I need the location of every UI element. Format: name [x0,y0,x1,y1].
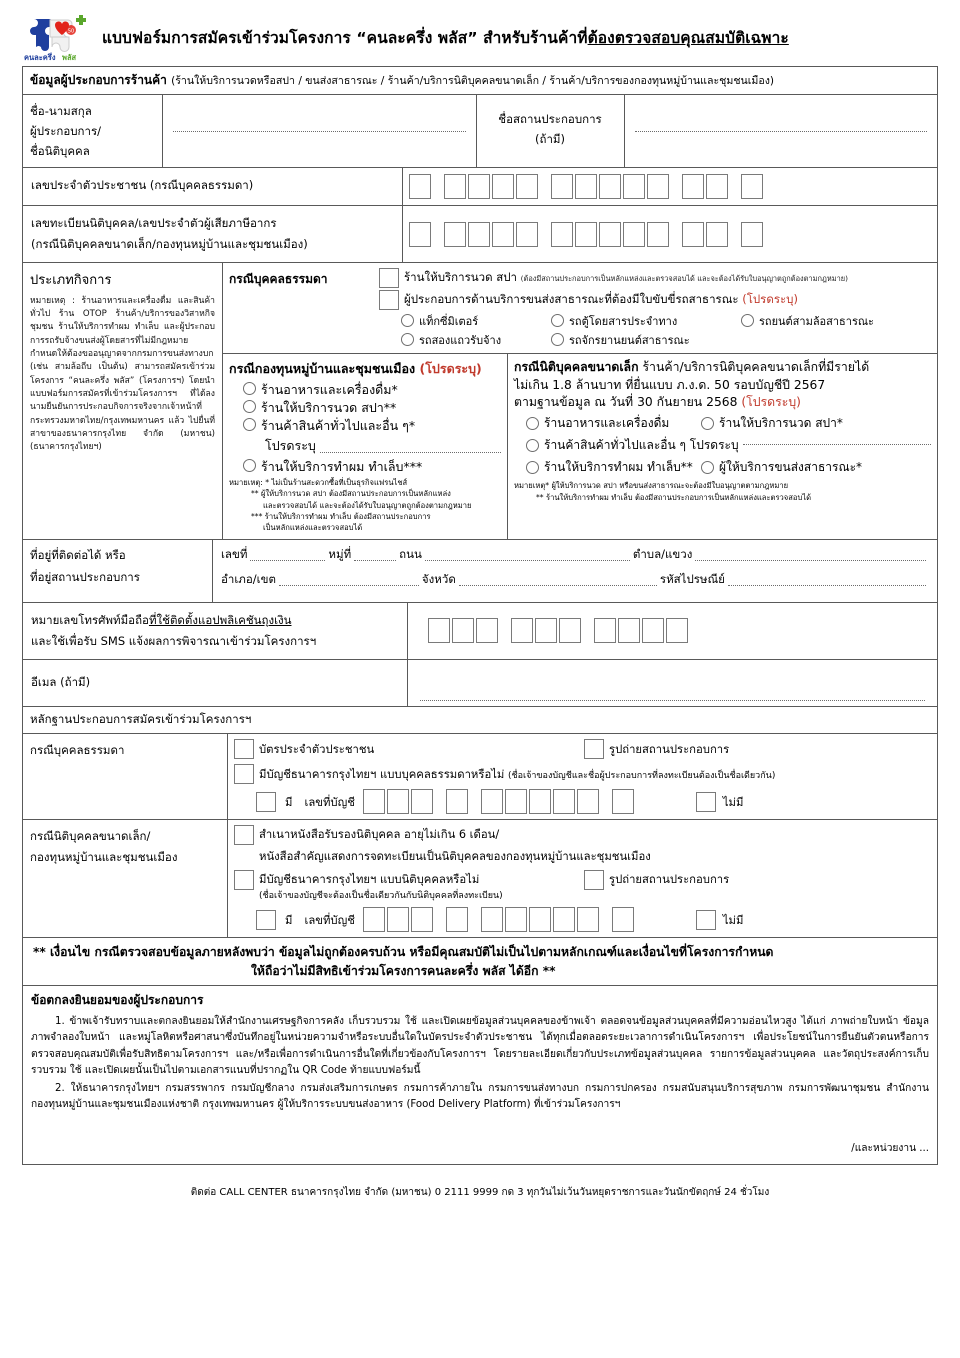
address-label-line2: ที่อยู่สถานประกอบการ [30,569,140,584]
village-footnotes [229,477,501,534]
svg-text:พลัส: พลัส [62,53,77,62]
address-row [23,540,937,603]
address-house-no-input[interactable] [250,560,325,561]
digit-box[interactable] [553,907,575,932]
khonlakrueng-plus-logo [22,11,98,63]
digit-box[interactable] [492,222,514,247]
checkbox-ktb-account-juristic-label [259,870,584,902]
radio-village-spa[interactable] [243,400,256,413]
digit-box[interactable] [481,789,503,814]
village-footnote-5: เป็นหลักแหล่งและตรวจสอบได้ [263,523,363,533]
digit-box[interactable] [409,222,431,247]
page-title-underline: ต้องตรวจสอบคุณสมบัติเฉพาะ [587,28,789,47]
radio-village-general-label: ร้านค้าสินค้าทั่วไปและอื่น ๆ* [261,417,416,433]
checkbox-id-card-label: บัตรประจำตัวประชาชน [259,743,375,757]
radio-songthaew-label: รถสองแถวรับจ้าง [419,333,502,347]
account-number-natural-label: เลขที่บัญชี [304,795,355,809]
section-juristic-options [514,414,931,477]
section-small-juristic [508,354,937,539]
village-footnote-4: *** ร้านให้บริการทำผม ทำเล็บ ต้องมีสถานประกอบการ [251,511,431,521]
digit-box[interactable] [411,789,433,814]
digit-box[interactable] [446,907,468,932]
footer-call-center: ติดต่อ CALL CENTER ธนาคารกรุงไทย จำกัด (มหาชน) 0 2111 9999 กด 3 ทุกวันไม่เว้นวันหยุดราชการและวันนักขัตฤกษ์ 24 ชั่วโมง [190,1186,770,1198]
has-account-juristic-label: มี [285,913,293,927]
address-district-input[interactable] [279,585,419,586]
applicant-name-label-line2: ผู้ประกอบการ/ [30,124,102,139]
digit-box[interactable] [594,618,616,643]
shop-name-input[interactable] [625,95,938,167]
option-public-transport[interactable] [379,290,931,310]
section-juristic-title-rest: ร้านค้า/บริการนิติบุคคลขนาดเล็กที่มีรายได้ [642,359,870,374]
radio-option-motorcycle[interactable] [551,331,741,349]
juristic-option-spa[interactable] [701,414,843,433]
section-village-and-juristic [223,354,937,539]
digit-box[interactable] [553,789,575,814]
citizen-id-boxes[interactable] [403,168,765,205]
address-line-2 [221,571,929,589]
juristic-option-general[interactable] [526,436,931,455]
village-option-salon[interactable] [243,459,501,474]
address-subdistrict-label: ตำบล/แขวง [632,546,693,561]
digit-box[interactable] [411,907,433,932]
radio-village-general[interactable] [243,418,256,431]
email-input[interactable] [408,660,937,706]
digit-box[interactable] [612,789,634,814]
name-row [23,95,937,168]
radio-village-salon[interactable] [243,459,256,472]
section-juristic-heading [514,359,931,377]
phone-label-line2: และใช้เพื่อรับ SMS แจ้งผลการพิจารณาเข้าร่วมโครงการฯ [31,633,317,648]
section-village-title: กรณีกองทุนหมู่บ้านและชุมชนเมือง (โปรดระบุ) [229,360,482,376]
checkbox-ktb-account-natural[interactable] [234,764,254,784]
checkbox-no-account-natural[interactable] [696,792,716,812]
applicant-name-label-line1: ชื่อ-นามสกุล [30,104,92,118]
business-type-note: หมายเหตุ : ร้านอาหารและเครื่องดื่ม และสินค้าทั่วไป ร้าน OTOP ร้านค้า/บริการของวิสาหกิจชุมชน ร้านให้บริการทำผม ทำเล็บ และผู้ประกอบการรถรับจ้างขนส่งผู้โดยสารที่ไม่มีกฎหมายกำหนดให้ต้องขออนุญาตจากกรมการขนส่งทางบก (เช่น สามล้อถีบ เป็นต้น) สามารถสมัครเข้าร่วมโครงการ “คนละครึ่ง พลัส” (โครงการฯ) โดยนำแบบฟอร์มการสมัครที่เข้าร่วมโครงการฯ ที่ได้ลงนามยืนยันการประกอบกิจการจริงจากเจ้าหน้าที่กระทรวงมหาดไทย/กรุงเทพมหานคร แล้ว ไปยื่นที่สาขาของธนาคารกรุงไทย จำกัด (มหาชน) (ธนาคารกรุงไทยฯ) [30,295,215,453]
account-number-natural-boxes[interactable] [363,789,636,814]
address-postcode-input[interactable] [728,585,926,586]
radio-taxi-meter-label: แท็กซี่มิเตอร์ [419,314,479,328]
digit-box[interactable] [599,174,621,199]
digit-box[interactable] [516,222,538,247]
digit-box[interactable] [516,174,538,199]
digit-box[interactable] [706,222,728,247]
radio-village-food-label: ร้านอาหารและเครื่องดื่ม* [261,381,398,397]
condition-text [23,938,783,985]
radio-juristic-food[interactable] [526,417,539,430]
documents-juristic-label-line2: กองทุนหมู่บ้านและชุมชนเมือง [30,849,178,864]
documents-natural-row [23,734,937,820]
citizen-id-row [23,168,937,206]
digit-box[interactable] [444,174,466,199]
company-certificate-line1: สำเนาหนังสือรับรองนิติบุคคล อายุไม่เกิน 6 เดือน/ [259,828,500,842]
checkbox-has-account-juristic[interactable] [256,910,276,930]
radio-tuktuk[interactable] [741,314,754,327]
digit-box[interactable] [428,618,450,643]
digit-box[interactable] [647,174,669,199]
digit-box[interactable] [706,174,728,199]
digit-box[interactable] [481,907,503,932]
digit-box[interactable] [575,222,597,247]
applicant-name-input[interactable] [163,95,477,167]
checkbox-has-account-natural[interactable] [256,792,276,812]
digit-box[interactable] [612,907,634,932]
digit-box[interactable] [682,174,704,199]
digit-box[interactable] [409,174,431,199]
digit-box[interactable] [511,618,533,643]
address-road-input[interactable] [425,560,630,561]
juristic-footnotes [514,480,931,503]
radio-juristic-transport-label: ผู้ให้บริการขนส่งสาธารณะ* [719,460,863,475]
agreement-block [23,986,937,1164]
radio-juristic-transport[interactable] [701,461,714,474]
doc-natural-line-1 [234,739,931,759]
checkbox-ktb-account-natural-label: มีบัญชีธนาคารกรุงไทยฯ แบบบุคคลธรรมดาหรือไม่ (ชื่อเจ้าของบัญชีและชื่อผู้ประกอบการที่ลงทะเบียนต้องเป็นชื่อเดียวกัน) [259,768,776,782]
juristic-options-row-1 [526,414,931,433]
svg-text:50: 50 [67,28,75,35]
documents-juristic-body [228,820,937,937]
shop-name-label-line2: (ถ้ามี) [535,132,565,147]
email-dotted-line [420,700,925,701]
juristic-options-row-2 [526,436,931,455]
option-massage-spa[interactable] [379,268,931,288]
documents-band-row [23,707,937,734]
juristic-id-label-line2: (กรณีนิติบุคคลขนาดเล็ก/กองทุนหมู่บ้านและชุมชนเมือง) [31,237,308,252]
address-label [23,540,213,602]
village-specify-field[interactable] [265,436,501,456]
address-postcode-label: รหัสไปรษณีย์ [659,571,725,586]
radio-juristic-general[interactable] [526,439,539,452]
documents-juristic-row [23,820,937,938]
checkbox-shop-photo-juristic-label: รูปถ่ายสถานประกอบการ [609,873,730,887]
juristic-option-salon[interactable] [526,458,701,477]
village-footnote-1: หมายเหตุ: * ไม่เป็นร้านสะดวกซื้อที่เป็นธุรกิจแฟรนไชส์ [229,477,408,487]
address-line-1 [221,546,929,564]
page-title-plain: แบบฟอร์มการสมัครเข้าร่วมโครงการ “คนละครึ่ง พลัส” สำหรับร้านค้าที่ [102,28,588,47]
applicant-name-label [23,95,163,167]
juristic-footnote-1: หมายเหตุ* ผู้ให้บริการนวด สปา หรือขนส่งสาธารณะจะต้องมีใบอนุญาตตามกฎหมาย [514,481,789,491]
village-specify-dotted-line [320,452,501,453]
phone-label [23,603,408,660]
agreement-heading: ข้อตกลงยินยอมของผู้ประกอบการ [31,992,204,1007]
digit-box[interactable] [492,174,514,199]
digit-box[interactable] [666,618,688,643]
documents-natural-label: กรณีบุคคลธรรมดา [23,734,228,819]
option-massage-spa-note: (ต้องมีสถานประกอบการเป็นหลักแหล่งและตรวจสอบได้ และจะต้องได้รับใบอนุญาตถูกต้องตามกฎหมาย) [520,273,848,283]
radio-juristic-general-label: ร้านค้าสินค้าทั่วไปและอื่น ๆ โปรดระบุ [544,438,739,453]
juristic-options-row-3 [526,458,931,477]
village-footnote-2: ** ผู้ให้บริการนวด สปา ต้องมีสถานประกอบการเป็นหลักแหล่ง [251,489,451,499]
documents-natural-body [228,734,937,819]
radio-van-bus[interactable] [551,314,564,327]
digit-box[interactable] [468,222,490,247]
vehicle-options-row-1 [401,312,931,330]
checkbox-id-card[interactable] [234,739,254,759]
ktb-account-natural-note: (ชื่อเจ้าของบัญชีและชื่อผู้ประกอบการที่ลงทะเบียนต้องเป็นชื่อเดียวกัน) [507,771,776,782]
digit-box[interactable] [444,222,466,247]
juristic-id-row [23,206,937,262]
address-moo-input[interactable] [354,560,396,561]
radio-village-salon-label: ร้านให้บริการทำผม ทำเล็บ*** [261,458,423,474]
condition-row [23,938,937,986]
form-header [22,8,938,66]
doc-juristic-line-1 [234,825,931,865]
documents-juristic-label [23,820,228,937]
digit-box[interactable] [599,222,621,247]
village-footnote-3: และตรวจสอบได้ และจะต้องได้รับใบอนุญาตถูกต้องตามกฎหมาย [263,500,472,510]
digit-box[interactable] [363,907,385,932]
company-certificate-line2: หนังสือสำคัญแสดงการจดทะเบียนเป็นนิติบุคคลของกองทุนหมู่บ้านและชุมชนเมือง [259,850,651,864]
address-moo-label: หมู่ที่ [328,546,352,561]
applicant-name-label-line3: ชื่อนิติบุคคล [30,144,90,159]
digit-box[interactable] [741,222,763,247]
digit-box[interactable] [618,618,640,643]
ktb-account-juristic-note: (ชื่อเจ้าของบัญชีจะต้องเป็นชื่อเดียวกันกับนิติบุคคลที่ลงทะเบียน) [259,891,503,902]
juristic-option-food[interactable] [526,414,701,433]
section-natural-person [223,263,937,354]
option-massage-spa-label: ร้านให้บริการนวด สปา (ต้องมีสถานประกอบการเป็นหลักแหล่งและตรวจสอบได้ และจะต้องได้รับใบอนุญาตถูกต้องตามกฎหมาย) [404,269,848,284]
radio-juristic-salon-label: ร้านให้บริการทำผม ทำเล็บ** [544,460,693,475]
juristic-option-transport[interactable] [701,458,862,477]
address-road-label: ถนน [399,546,422,561]
digit-box[interactable] [446,789,468,814]
digit-box[interactable] [575,174,597,199]
option-public-transport-label: ผู้ประกอบการด้านบริการขนส่งสาธารณะที่ต้องมีใบขับขี่รถสาธารณะ (โปรดระบุ) [404,291,798,306]
applicant-name-dotted-line [173,131,466,132]
village-option-general[interactable] [243,418,501,433]
radio-option-taxi-meter[interactable] [401,312,551,330]
digit-box[interactable] [476,618,498,643]
section-village-specify: (โปรดระบุ) [419,360,482,376]
radio-village-spa-label: ร้านให้บริการนวด สปา** [261,399,397,415]
radio-motorcycle[interactable] [551,333,564,346]
merchant-info-band-row [23,67,937,95]
juristic-general-dotted-line [743,444,931,445]
section-juristic-line2: ไม่เกิน 1.8 ล้านบาท ที่ยื่นแบบ ภ.ง.ด. 50 รอบบัญชีปี 2567 [514,377,826,392]
agreement-row [23,986,937,1164]
condition-line-2: ให้ถือว่าไม่มีสิทธิเข้าร่วมโครงการคนละครึ่ง พลัส ได้อีก ** [250,963,556,978]
vehicle-options-row-2 [401,331,931,349]
digit-box[interactable] [682,222,704,247]
documents-juristic-label-line1: กรณีนิติบุคคลขนาดเล็ก/ [30,829,151,844]
svg-text:คนละครึ่ง: คนละครึ่ง [24,53,56,62]
merchant-info-table [22,66,938,1165]
account-number-juristic-boxes[interactable] [363,907,636,932]
radio-van-bus-label: รถตู้โดยสารประจำทาง [569,314,678,328]
citizen-id-label: เลขประจำตัวประชาชน (กรณีบุคคลธรรมดา) [23,168,403,205]
address-province-label: จังหวัด [421,571,456,586]
address-district-label: อำเภอ/เขต [221,571,276,586]
juristic-id-boxes[interactable] [403,206,765,261]
section-village-fund [223,354,508,539]
digit-box[interactable] [577,789,599,814]
digit-box[interactable] [505,789,527,814]
checkbox-shop-photo-natural-label: รูปถ่ายสถานประกอบการ [609,743,730,757]
digit-box[interactable] [505,907,527,932]
digit-box[interactable] [623,174,645,199]
radio-option-tuktuk[interactable] [741,312,874,330]
shop-name-dotted-line [635,131,928,132]
agreement-paragraph-2: 2. ให้ธนาคารกรุงไทยฯ กรมสรรพากร กรมบัญชีกลาง กรมส่งเสริมการเกษตร กรมการค้าภายใน กรมการขนส่งทางบก กรมการปกครอง กรมสนับสนุนบริการสุขภาพ กรมการพัฒนาชุมชน สำนักงานกองทุนหมู่บ้านและชุมชนเมืองแห่งชาติ กรุงเทพมหานคร ผู้ให้บริการระบบขนส่งอาหาร (Food Delivery Platform) ที่เข้าร่วมโครงการฯ [31,1082,929,1111]
merchant-info-band [23,67,781,94]
no-account-natural-label: ไม่มี [722,795,744,809]
phone-number-boxes[interactable] [408,603,690,660]
digit-box[interactable] [535,618,557,643]
digit-box[interactable] [468,174,490,199]
radio-option-van-bus[interactable] [551,312,741,330]
digit-box[interactable] [623,222,645,247]
checkbox-ktb-account-juristic[interactable] [234,870,254,890]
phone-label-underlined: ที่ใช้ติดตั้งแอปพลิเคชันถุงเงิน [148,612,292,627]
address-label-line1: ที่อยู่ที่ติดต่อได้ หรือ [30,547,126,562]
shop-name-label-line1: ชื่อสถานประกอบการ [498,112,602,126]
checkbox-company-certificate[interactable] [234,825,254,845]
radio-option-songthaew[interactable] [401,331,551,349]
agreement-continuation: /และหน่วยงาน ... [851,1142,929,1154]
radio-juristic-spa[interactable] [701,417,714,430]
digit-box[interactable] [647,222,669,247]
section-juristic-title: กรณีนิติบุคคลขนาดเล็ก [514,359,639,374]
page-title [102,25,789,50]
doc-natural-account-row [234,789,931,814]
section-natural-title: กรณีบุคคลธรรมดา [229,271,328,286]
digit-box[interactable] [577,907,599,932]
radio-songthaew[interactable] [401,333,414,346]
has-account-natural-label: มี [285,795,293,809]
checkbox-shop-photo-juristic[interactable] [584,870,604,890]
no-account-juristic-label: ไม่มี [722,913,744,927]
doc-natural-line-2 [234,764,931,784]
digit-box[interactable] [642,618,664,643]
juristic-id-label-line1: เลขทะเบียนนิติบุคคล/เลขประจำตัวผู้เสียภาษีอากร [31,216,277,231]
business-type-left [23,263,223,539]
radio-taxi-meter[interactable] [401,314,414,327]
doc-juristic-line-2 [234,870,931,902]
juristic-footnote-2: ** ร้านให้บริการทำผม ทำเล็บ ต้องมีสถานประกอบการเป็นหลักแหล่งและตรวจสอบได้ [536,492,812,502]
business-type-row [23,263,937,540]
digit-box[interactable] [387,907,409,932]
agreement-paragraph-1: 1. ข้าพเจ้ารับทราบและตกลงยินยอมให้สำนักงานเศรษฐกิจการคลัง เก็บรวบรวม ใช้ และเปิดเผยข้อมูลส่วนบุคคลของข้าพเจ้า ตลอดจนข้อมูลส่วนบุคคลที่มีความอ่อนไหวสูง ได้แก่ ภาพถ่ายใบหน้า ข้อมูลภาพจำลองใบหน้า และหมู่โลหิตหรือศาสนาซึ่งบันทึกอยู่ในหน่วยความจำหรือระบบอื่นใดในบัตรประจำตัวประชาชน ได้ทุกเมื่อตลอดระยะเวลาการดำเนินโครงการฯ เพื่อประโยชน์ในการยืนยันตัวตนหรือการตรวจสอบคุณสมบัติเพื่อรับสิทธิตามโครงการฯ และ/หรือเพื่อการดำเนินการอื่นใดที่เกี่ยวข้องกับโครงการฯ โดยรายละเอียดเกี่ยวกับประเภทข้อมูลส่วนบุคคล รายการข้อมูลส่วนบุคคล และวัตถุประสงค์การเก็บรวบรวม ใช้ และเปิดเผยนั้นเป็นไปตามเอกสารแนบที่ปรากฏใน QR Code ท้ายแบบฟอร์มนี้ [31,1015,929,1077]
village-specify-label: โปรดระบุ [265,437,316,453]
radio-motorcycle-label: รถจักรยานยนต์สาธารณะ [569,333,690,347]
radio-juristic-salon[interactable] [526,461,539,474]
radio-tuktuk-label: รถยนต์สามล้อสาธารณะ [759,314,874,328]
phone-label-line1: หมายเลขโทรศัพท์มือถือที่ใช้ติดตั้งแอปพลิเคชันถุงเงิน [31,612,292,627]
digit-box[interactable] [529,907,551,932]
digit-box[interactable] [551,222,573,247]
business-type-right [223,263,937,539]
checkbox-massage-spa[interactable] [379,268,399,288]
digit-box[interactable] [452,618,474,643]
section-juristic-specify: (โปรดระบุ) [741,395,801,410]
band-bold-text: ข้อมูลผู้ประกอบการร้านค้า [30,73,167,87]
village-option-spa[interactable] [243,400,501,415]
option-public-transport-specify: (โปรดระบุ) [742,291,798,306]
radio-juristic-spa-label: ร้านให้บริการนวด สปา* [719,416,843,431]
address-province-input[interactable] [459,585,657,586]
digit-box[interactable] [551,174,573,199]
village-option-food[interactable] [243,382,501,397]
digit-box[interactable] [529,789,551,814]
radio-village-food[interactable] [243,382,256,395]
ktb-account-juristic-main: มีบัญชีธนาคารกรุงไทยฯ แบบนิติบุคคลหรือไม่ [259,873,480,887]
radio-juristic-food-label: ร้านอาหารและเครื่องดื่ม [544,416,670,431]
shop-name-label [477,95,625,167]
digit-box[interactable] [559,618,581,643]
checkbox-shop-photo-natural[interactable] [584,739,604,759]
condition-line-1: ** เงื่อนไข กรณีตรวจสอบข้อมูลภายหลังพบว่า ข้อมูลไม่ถูกต้องครบถ้วน หรือมีคุณสมบัติไม่เป็นไปตามหลักเกณฑ์และเงื่อนไขที่โครงการกำหนด [33,945,774,960]
documents-band: หลักฐานประกอบการสมัครเข้าร่วมโครงการฯ [30,712,252,727]
juristic-id-label [23,206,403,261]
section-juristic-line3: ตามฐานข้อมูล ณ วันที่ 30 กันยายน 2568 (โปรดระบุ) [514,395,801,410]
checkbox-company-certificate-label [259,825,651,865]
digit-box[interactable] [363,789,385,814]
band-normal-text: (ร้านให้บริการนวดหรือสปา / ขนส่งสาธารณะ / ร้านค้า/บริการนิติบุคคลขนาดเล็ก / ร้านค้า/บริการของกองทุนหมู่บ้านและชุมชนเมือง) [171,75,775,87]
address-subdistrict-input[interactable] [695,560,926,561]
phone-row [23,603,937,661]
business-type-heading: ประเภทกิจการ [30,272,112,288]
doc-juristic-account-row [234,907,931,932]
checkbox-no-account-juristic[interactable] [696,910,716,930]
email-label: อีเมล (ถ้ามี) [23,660,408,706]
account-number-juristic-label: เลขที่บัญชี [304,913,355,927]
digit-box[interactable] [741,174,763,199]
email-row [23,660,937,707]
digit-box[interactable] [387,789,409,814]
checkbox-public-transport[interactable] [379,290,399,310]
address-house-no-label: เลขที่ [221,546,248,561]
address-fields [213,540,937,602]
